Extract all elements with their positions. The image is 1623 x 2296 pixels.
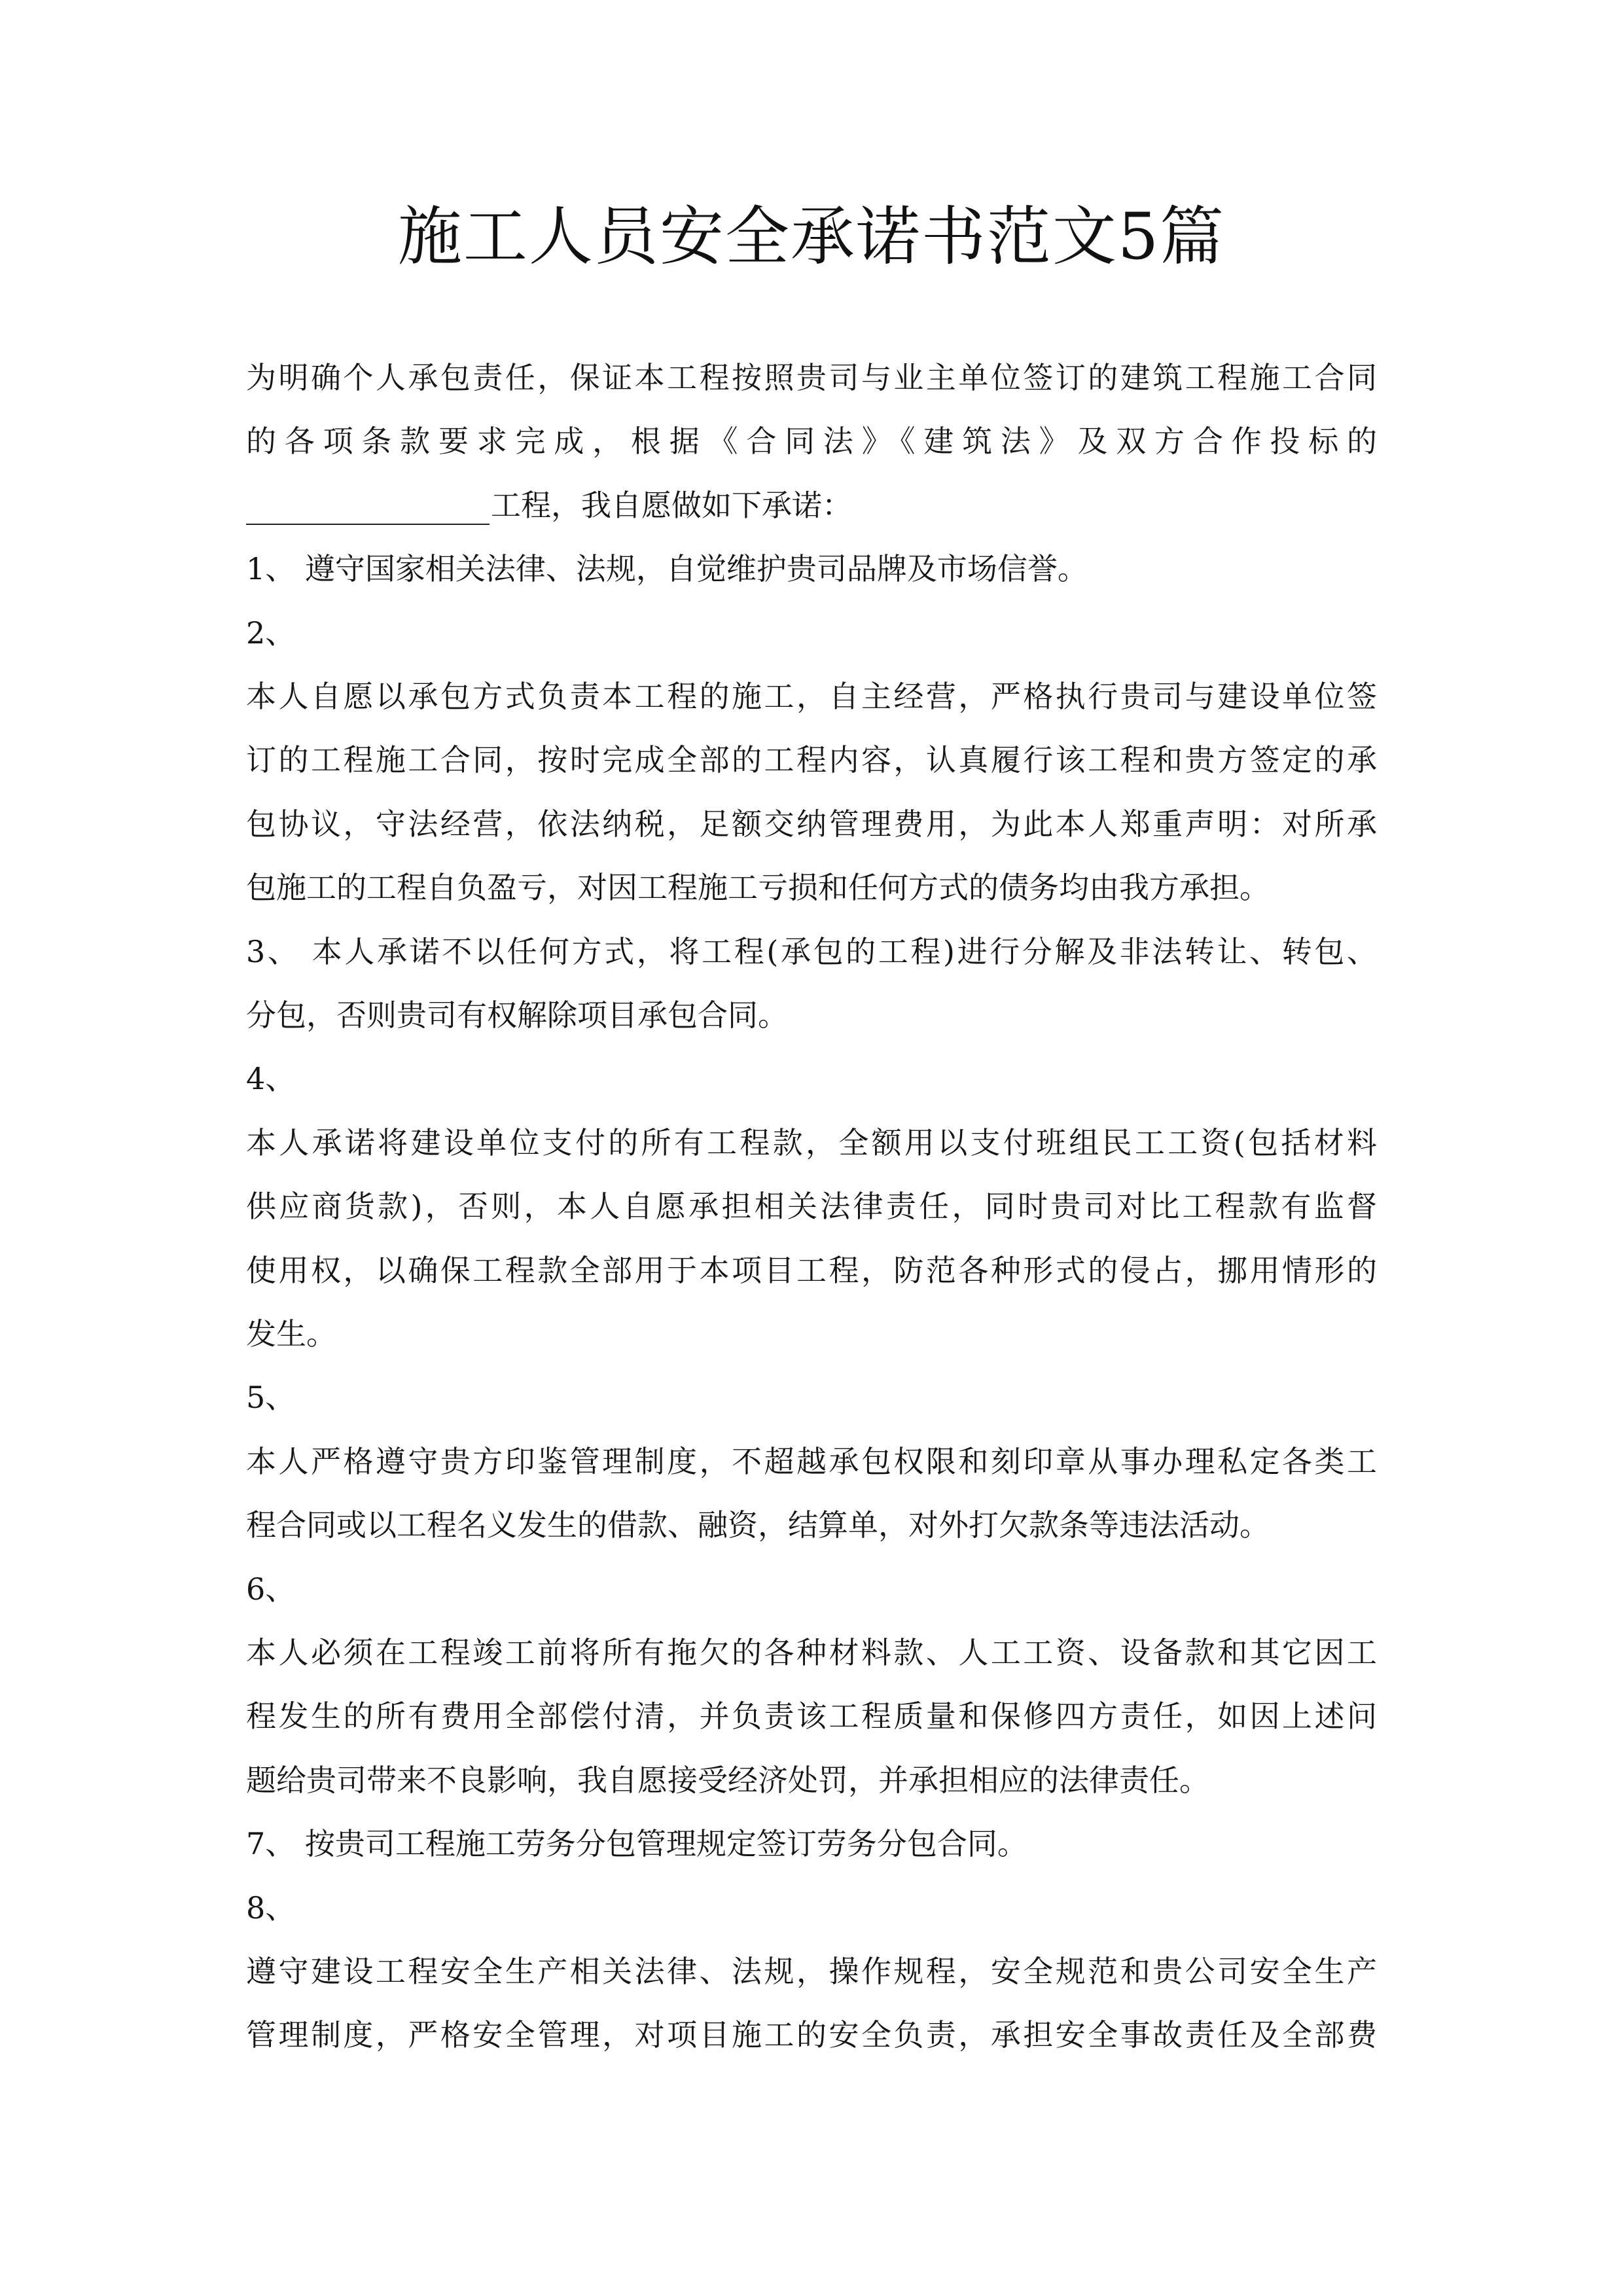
- text-line: [246, 1696, 1377, 1736]
- line-text: 分包，否则贵司有权解除项目承包合同。: [246, 997, 788, 1033]
- text-line: [246, 1633, 1377, 1672]
- line-text: 程合同或以工程名义发生的借款、融资，结算单，对外打欠款条等违法活动。: [246, 1507, 1270, 1543]
- line-text: 6、: [246, 1571, 296, 1607]
- line-text: 7、 按贵司工程施工劳务分包管理规定签订劳务分包合同。: [246, 1826, 1027, 1862]
- line-text: 工程，我自愿做如下承诺：: [491, 487, 852, 523]
- line-text: 1、 遵守国家相关法律、法规，自觉维护贵司品牌及市场信誉。: [246, 551, 1088, 587]
- text-line: [246, 1187, 1377, 1226]
- text-line: [246, 1952, 1377, 1991]
- text-line: [246, 996, 1377, 1035]
- line-text: 管理制度，严格安全管理，对项目施工的安全负责，承担安全事故责任及全部费: [246, 2017, 1377, 2053]
- line-text: 2、: [246, 615, 296, 651]
- line-text: 本人自愿以承包方式负责本工程的施工，自主经营，严格执行贵司与建设单位签: [246, 679, 1377, 714]
- text-line: [246, 1761, 1377, 1800]
- text-line: [246, 804, 1377, 844]
- text-line: [246, 1824, 1377, 1863]
- line-text: 包协议，守法经营，依法纳税，足额交纳管理费用，为此本人郑重声明：对所承: [246, 806, 1377, 842]
- line-text: 4、: [246, 1061, 296, 1097]
- text-line: [246, 1251, 1377, 1290]
- text-line: [246, 486, 1377, 525]
- text-line: [246, 1888, 1377, 1928]
- text-line: [246, 932, 1377, 971]
- text-line: [246, 1378, 1377, 1417]
- line-text: 本人必须在工程竣工前将所有拖欠的各种材料款、人工工资、设备款和其它因工: [246, 1635, 1377, 1670]
- line-text: 程发生的所有费用全部偿付清，并负责该工程质量和保修四方责任，如因上述问: [246, 1698, 1377, 1734]
- line-text: 的各项条款要求完成，根据《合同法》《建筑法》及双方合作投标的: [246, 423, 1377, 459]
- text-line: [246, 1570, 1377, 1609]
- text-line: [246, 1059, 1377, 1098]
- text-line: [246, 358, 1377, 397]
- line-text: 订的工程施工合同，按时完成全部的工程内容，认真履行该工程和贵方签定的承: [246, 742, 1377, 778]
- text-line: [246, 422, 1377, 461]
- text-line: [246, 1442, 1377, 1481]
- text-line: [246, 1123, 1377, 1162]
- text-line: [246, 677, 1377, 716]
- line-text: 3、 本人承诺不以任何方式，将工程(承包的工程)进行分解及非法转让、转包、: [246, 933, 1377, 969]
- line-text: 发生。: [246, 1316, 336, 1352]
- text-line: [246, 740, 1377, 780]
- text-line: [246, 2015, 1377, 2054]
- text-line: [246, 549, 1377, 588]
- line-text: 5、: [246, 1380, 296, 1416]
- line-text: 为明确个人承包责任，保证本工程按照贵司与业主单位签订的建筑工程施工合同: [246, 360, 1377, 395]
- line-text: 包施工的工程自负盈亏，对因工程施工亏损和任何方式的债务均由我方承担。: [246, 870, 1270, 906]
- text-line: [246, 1314, 1377, 1354]
- line-text: 供应商货款)，否则，本人自愿承担相关法律责任，同时贵司对比工程款有监督: [246, 1189, 1377, 1225]
- line-text: 题给贵司带来不良影响，我自愿接受经济处罚，并承担相应的法律责任。: [246, 1762, 1209, 1798]
- text-line: [246, 1505, 1377, 1545]
- text-line: [246, 868, 1377, 907]
- line-text: 本人严格遵守贵方印鉴管理制度，不超越承包权限和刻印章从事办理私定各类工: [246, 1443, 1377, 1479]
- fill-in-blank: [246, 495, 490, 525]
- page-title: 施工人员安全承诺书范文5篇: [397, 200, 1226, 274]
- text-line: [246, 613, 1377, 653]
- line-text: 本人承诺将建设单位支付的所有工程款，全额用以支付班组民工工资(包括材料: [246, 1124, 1377, 1160]
- line-text: 遵守建设工程安全生产相关法律、法规，操作规程，安全规范和贵公司安全生产: [246, 1954, 1377, 1989]
- line-text: 使用权，以确保工程款全部用于本项目工程，防范各种形式的侵占，挪用情形的: [246, 1252, 1377, 1288]
- line-text: 8、: [246, 1890, 296, 1926]
